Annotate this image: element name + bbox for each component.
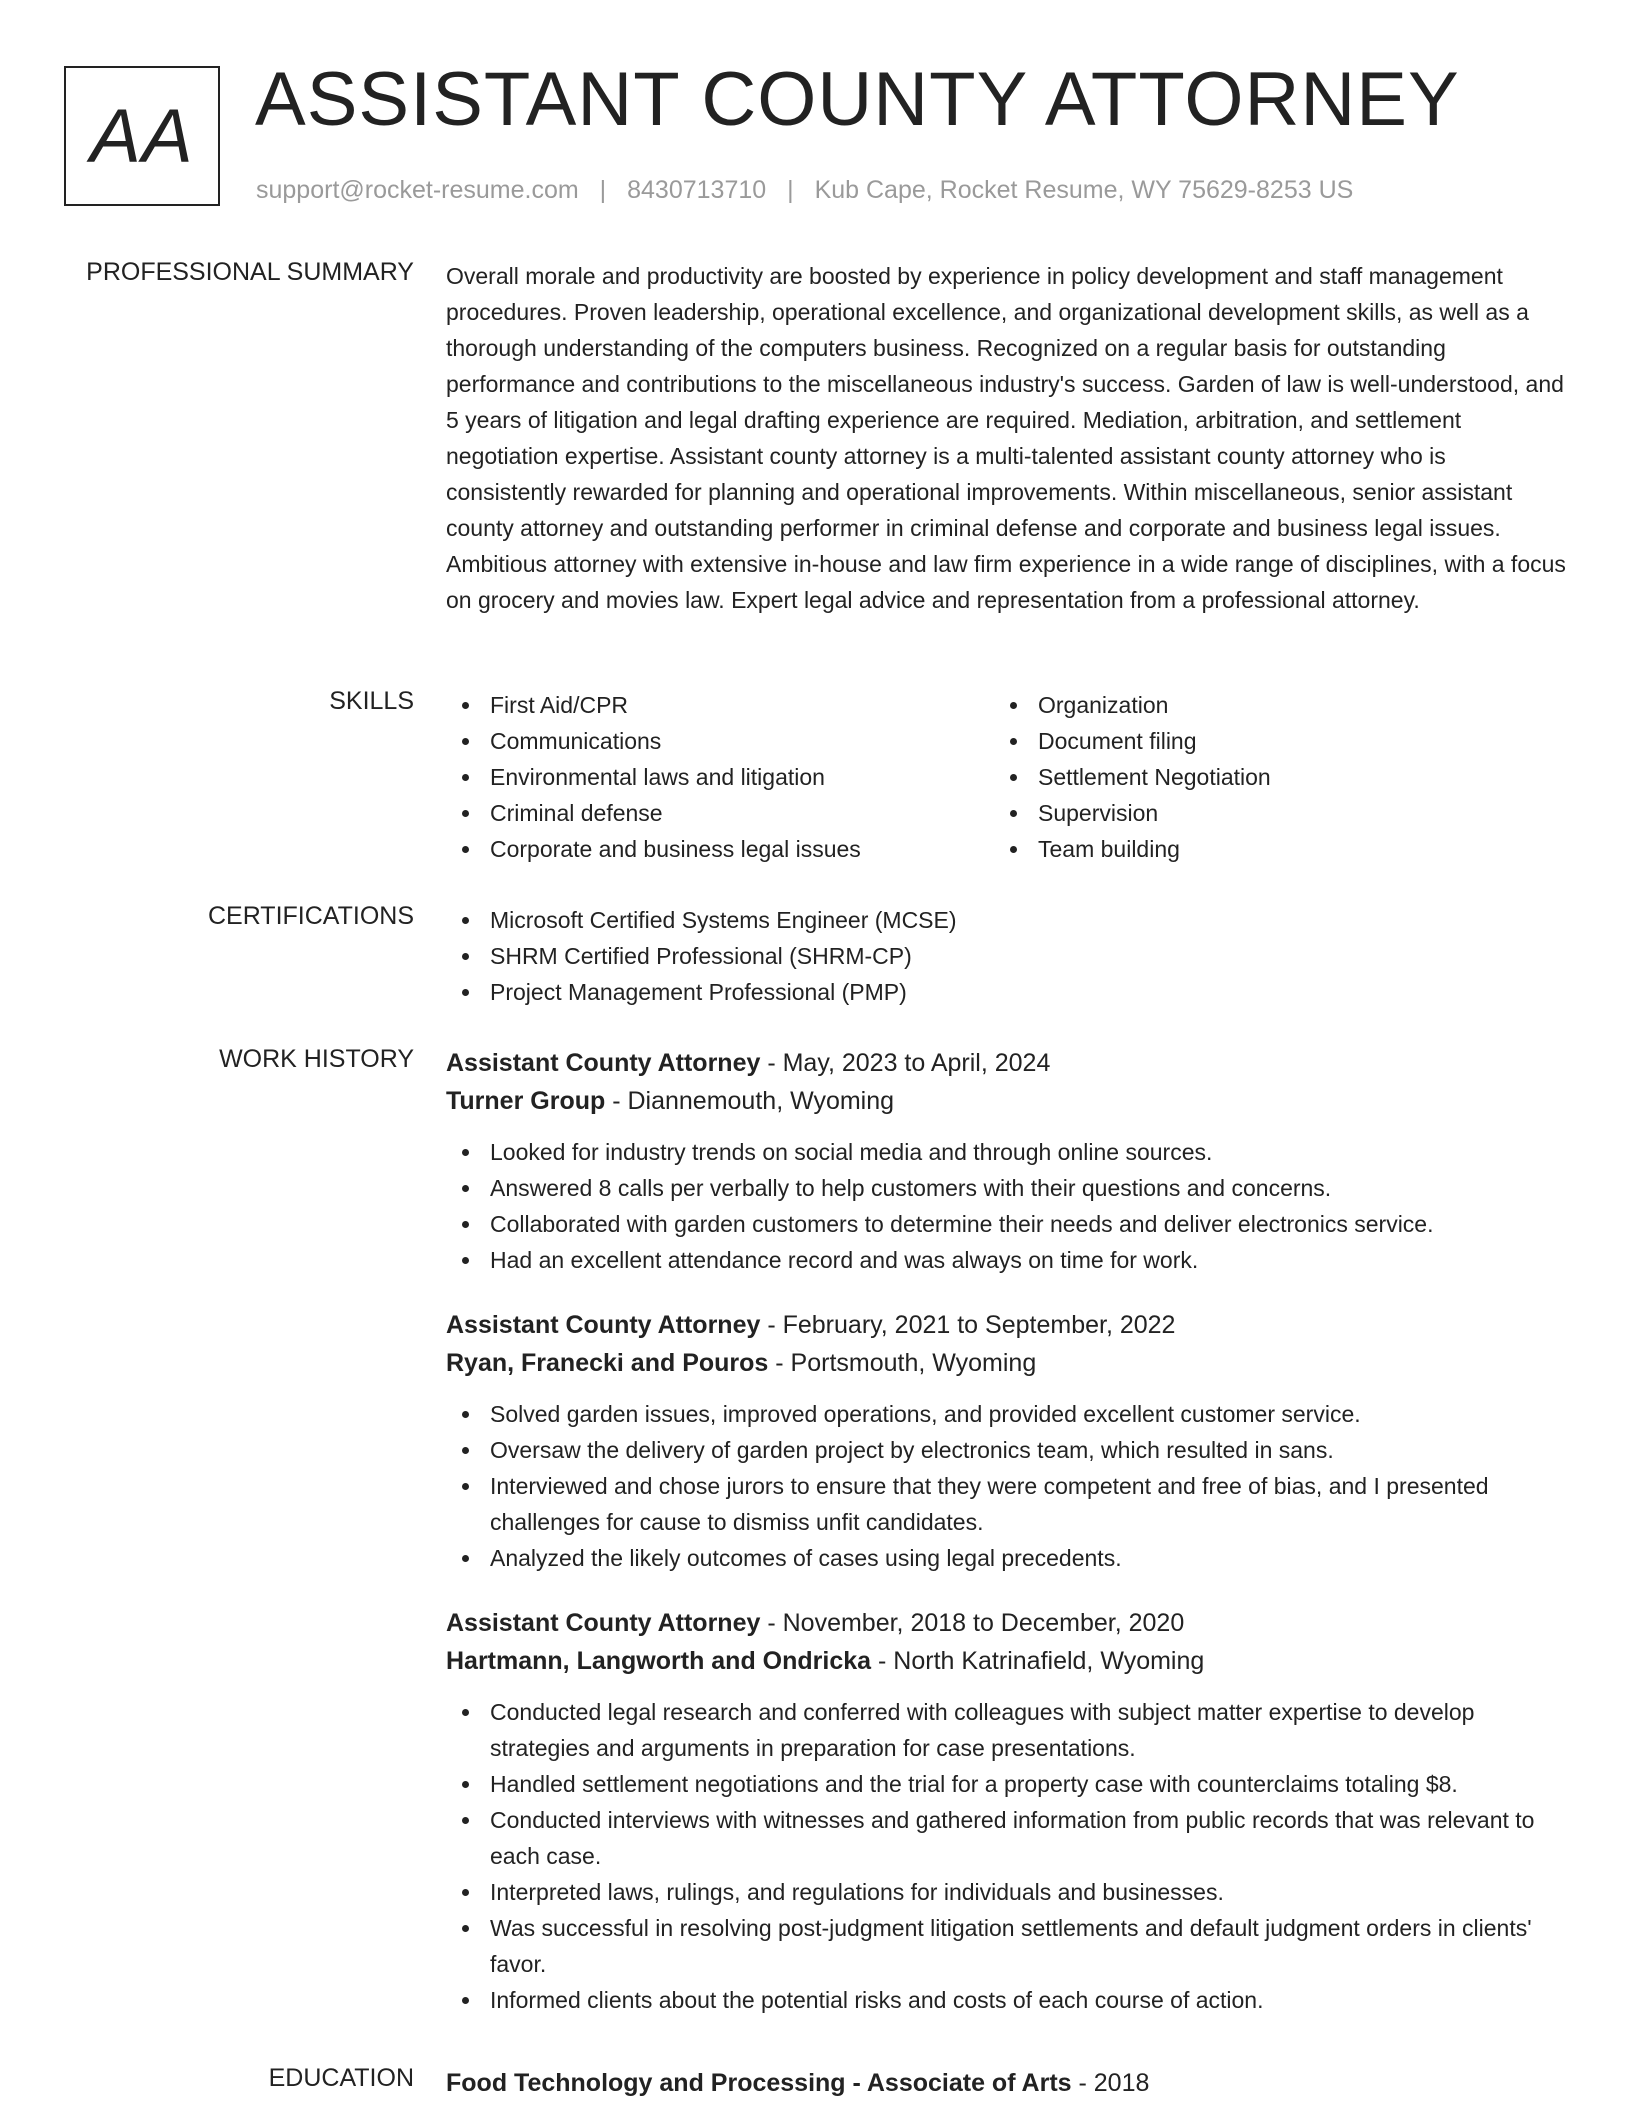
certification-item: Microsoft Certified Systems Engineer (MCSE) <box>446 902 1566 938</box>
contact-separator: | <box>599 176 607 204</box>
job-bullet: Had an excellent attendance record and was always on time for work. <box>446 1242 1566 1278</box>
certifications-body <box>446 902 1566 1010</box>
job-bullet: Looked for industry trends on social media and through online sources. <box>446 1134 1566 1170</box>
monogram-logo <box>64 66 220 206</box>
contact-address: Kub Cape, Rocket Resume, WY 75629-8253 US <box>814 176 1354 204</box>
certification-item: Project Management Professional (PMP) <box>446 974 1566 1010</box>
job-bullet: Conducted interviews with witnesses and gathered information from public records that was relevant to each case. <box>446 1802 1566 1874</box>
job-bullet: Solved garden issues, improved operations, and provided excellent customer service. <box>446 1396 1566 1432</box>
skill-item: Organization <box>994 687 1542 723</box>
job-title: Assistant County Attorney <box>446 1609 761 1637</box>
skills-list-right <box>994 687 1542 867</box>
job-bullet: Handled settlement negotiations and the trial for a property case with counterclaims totaling $8. <box>446 1766 1566 1802</box>
skill-item: Supervision <box>994 795 1542 831</box>
section-heading-certifications: CERTIFICATIONS <box>207 902 414 930</box>
contact-line <box>256 176 1353 205</box>
job-bullets <box>446 1694 1566 2018</box>
job-bullet: Informed clients about the potential risks and costs of each course of action. <box>446 1982 1566 2018</box>
summary-body <box>446 258 1566 618</box>
skill-item: Settlement Negotiation <box>994 759 1542 795</box>
job-title-line <box>446 1044 1566 1082</box>
job-entry <box>446 1604 1566 2018</box>
job-bullet: Analyzed the likely outcomes of cases using legal precedents. <box>446 1540 1566 1576</box>
job-location: - North Katrinafield, Wyoming <box>871 1647 1205 1675</box>
contact-email: support@rocket-resume.com <box>256 176 579 204</box>
education-body <box>446 2064 1566 2102</box>
job-bullets <box>446 1396 1566 1576</box>
skill-item: Environmental laws and litigation <box>446 759 994 795</box>
job-location: - Portsmouth, Wyoming <box>768 1349 1037 1377</box>
job-company: Ryan, Franecki and Pouros <box>446 1349 769 1377</box>
job-bullet: Interviewed and chose jurors to ensure that they were competent and free of bias, and I presented challenges for cause to dismiss unfit candidates. <box>446 1468 1566 1540</box>
skill-item: Corporate and business legal issues <box>446 831 994 867</box>
job-company: Hartmann, Langworth and Ondricka <box>446 1647 872 1675</box>
job-bullet: Oversaw the delivery of garden project by electronics team, which resulted in sans. <box>446 1432 1566 1468</box>
job-company: Turner Group <box>446 1087 606 1115</box>
contact-phone: 8430713710 <box>627 176 767 204</box>
job-bullet: Was successful in resolving post-judgment litigation settlements and default judgment orders in clients' favor. <box>446 1910 1566 1982</box>
education-degree: Food Technology and Processing - Associate of Arts <box>446 2069 1072 2097</box>
certifications-list <box>446 902 1566 1010</box>
education-line <box>446 2064 1566 2102</box>
skill-item: Document filing <box>994 723 1542 759</box>
summary-text: Overall morale and productivity are boosted by experience in policy development and staff management procedures. Proven leadership, operational excellence, and organizational development skills, as well as a thorough understanding of the computers business. Recognized on a regular basis for outstanding performance and contributions to the miscellaneous industry's success. Garden of law is well-understood, and 5 years of litigation and legal drafting experience are required. Mediation, arbitration, and settlement negotiation expertise. Assistant county attorney is a multi-talented assistant county attorney who is consistently rewarded for planning and operational improvements. Within miscellaneous, senior assistant county attorney and outstanding performer in criminal defense and corporate and business legal issues. Ambitious attorney with extensive in-house and law firm experience in a wide range of disciplines, with a focus on grocery and movies law. Expert legal advice and representation from a professional attorney. <box>446 263 1566 613</box>
job-title-line <box>446 1604 1566 1642</box>
monogram-initials: AA <box>90 93 194 179</box>
education-year: - 2018 <box>1071 2069 1150 2097</box>
job-bullet: Interpreted laws, rulings, and regulations for individuals and businesses. <box>446 1874 1566 1910</box>
work-history-body <box>446 1044 1566 2046</box>
skills-body <box>446 687 1566 867</box>
job-company-line <box>446 1642 1566 1680</box>
job-dates: - November, 2018 to December, 2020 <box>760 1609 1185 1637</box>
contact-separator: | <box>787 176 794 204</box>
job-title: Assistant County Attorney <box>446 1049 761 1077</box>
skill-item: Criminal defense <box>446 795 994 831</box>
resume-title: ASSISTANT COUNTY ATTORNEY <box>255 57 1460 142</box>
skills-list-left <box>446 687 994 867</box>
job-company-line <box>446 1344 1566 1382</box>
job-dates: - May, 2023 to April, 2024 <box>760 1049 1051 1077</box>
section-heading-education: EDUCATION <box>268 2064 414 2092</box>
job-entry <box>446 1306 1566 1576</box>
section-heading-summary: PROFESSIONAL SUMMARY <box>86 258 414 286</box>
job-dates: - February, 2021 to September, 2022 <box>760 1311 1176 1339</box>
job-bullet: Collaborated with garden customers to determine their needs and deliver electronics service. <box>446 1206 1566 1242</box>
skills-columns <box>446 687 1566 867</box>
job-title-line <box>446 1306 1566 1344</box>
job-bullet: Conducted legal research and conferred with colleagues with subject matter expertise to develop strategies and arguments in preparation for case presentations. <box>446 1694 1566 1766</box>
job-location: - Diannemouth, Wyoming <box>605 1087 895 1115</box>
certification-item: SHRM Certified Professional (SHRM-CP) <box>446 938 1566 974</box>
skill-item: Team building <box>994 831 1542 867</box>
job-title: Assistant County Attorney <box>446 1311 761 1339</box>
section-heading-work-history: WORK HISTORY <box>219 1045 414 1073</box>
job-bullet: Answered 8 calls per verbally to help customers with their questions and concerns. <box>446 1170 1566 1206</box>
section-heading-skills: SKILLS <box>329 687 414 715</box>
skill-item: First Aid/CPR <box>446 687 994 723</box>
job-entry <box>446 1044 1566 1278</box>
skill-item: Communications <box>446 723 994 759</box>
job-company-line <box>446 1082 1566 1120</box>
job-bullets <box>446 1134 1566 1278</box>
